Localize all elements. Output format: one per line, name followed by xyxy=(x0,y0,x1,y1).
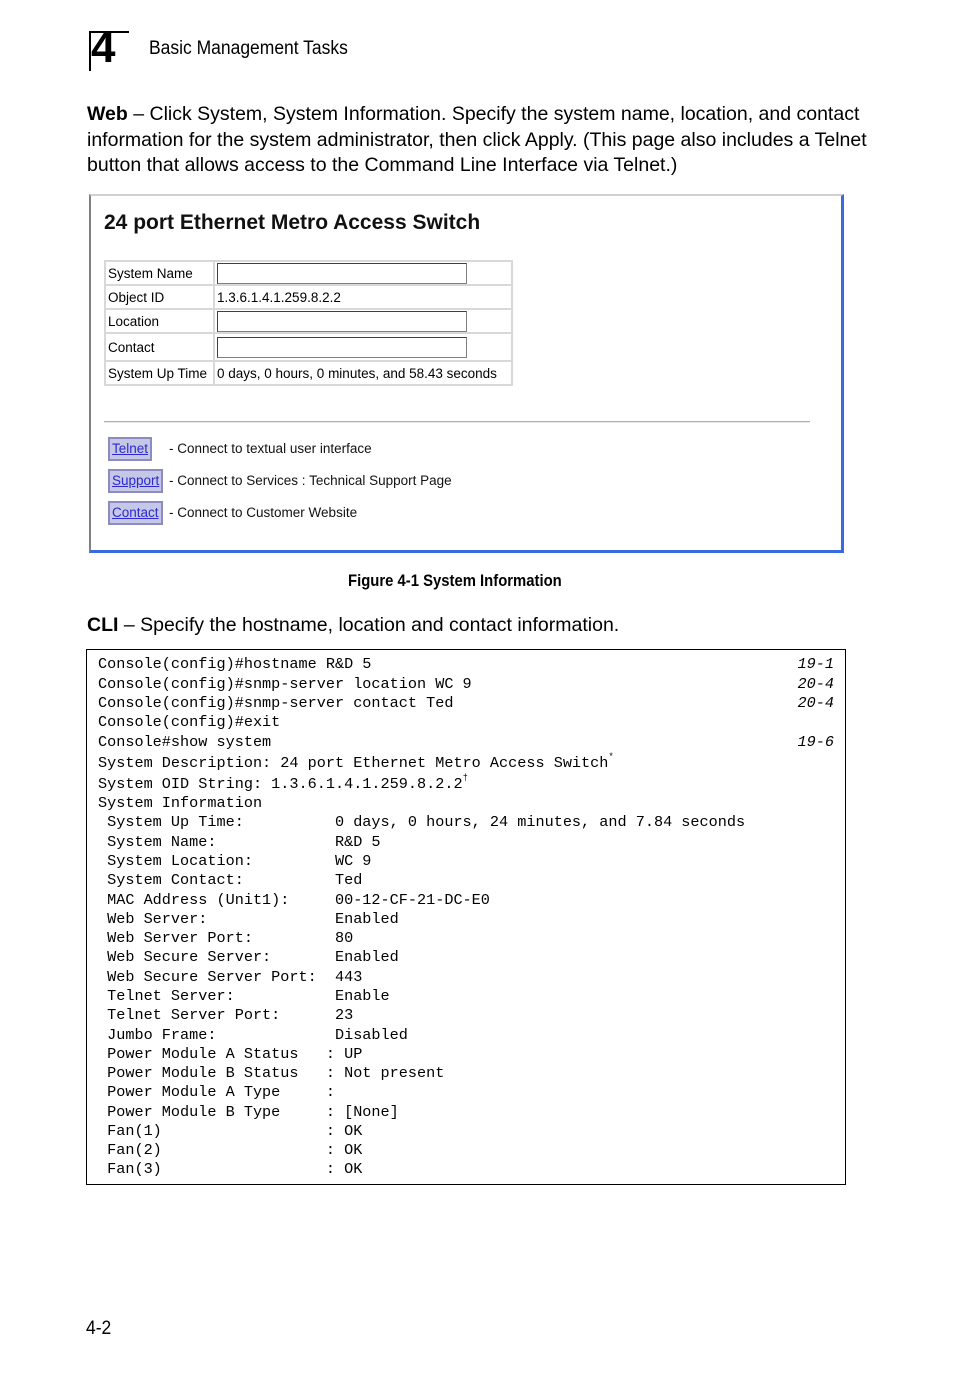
cli-lead: CLI xyxy=(87,614,119,636)
location-label: Location xyxy=(105,309,214,333)
footnote-mark: * xyxy=(608,752,614,762)
code-line: Fan(2) : OK xyxy=(98,1141,363,1159)
code-line: Web Server: Enabled xyxy=(98,910,399,928)
code-line: Fan(1) : OK xyxy=(98,1122,363,1140)
object-id-label: Object ID xyxy=(105,285,214,309)
contact-link-description: - Connect to Customer Website xyxy=(169,505,358,520)
figure-caption: Figure 4-1 System Information xyxy=(348,572,562,590)
command-reference: 20-4 xyxy=(797,675,834,693)
table-row xyxy=(105,361,512,385)
uptime-value: 0 days, 0 hours, 0 minutes, and 58.43 seconds xyxy=(214,361,512,385)
code-line: System Information xyxy=(98,794,263,812)
command-reference: 19-6 xyxy=(797,733,834,751)
code-line: System Contact: Ted xyxy=(98,871,363,889)
code-line: Web Secure Server: Enabled xyxy=(98,948,399,966)
code-line: Console(config)#hostname R&D 5 xyxy=(98,655,372,673)
divider xyxy=(104,421,810,423)
contact-label: Contact xyxy=(105,333,214,361)
system-name-input[interactable] xyxy=(217,263,467,284)
code-line: System Up Time: 0 days, 0 hours, 24 minutes, and 7.84 seconds xyxy=(98,813,746,831)
contact-link-button[interactable]: Contact xyxy=(108,501,163,525)
command-reference: 20-4 xyxy=(797,694,834,712)
code-line: Console(config)#snmp-server contact Ted xyxy=(98,694,454,712)
command-reference: 19-1 xyxy=(797,655,834,673)
code-line: Telnet Server: Enable xyxy=(98,987,390,1005)
table-row xyxy=(105,333,512,361)
code-line: Power Module A Type : xyxy=(98,1083,335,1101)
web-instructions-paragraph xyxy=(87,102,877,179)
code-line: Power Module B Status : Not present xyxy=(98,1064,445,1082)
code-line: Power Module A Status : UP xyxy=(98,1045,363,1063)
code-line: System Location: WC 9 xyxy=(98,852,372,870)
cli-instructions-paragraph xyxy=(87,613,877,639)
switch-page-title: 24 port Ethernet Metro Access Switch xyxy=(104,211,481,234)
code-line: Telnet Server Port: 23 xyxy=(98,1006,354,1024)
code-line: Web Secure Server Port: 443 xyxy=(98,968,363,986)
system-name-label: System Name xyxy=(105,261,214,285)
system-info-table xyxy=(104,260,513,386)
table-row xyxy=(105,261,512,285)
code-line-text: System OID String: 1.3.6.1.4.1.259.8.2.2 xyxy=(98,775,463,793)
code-line: Power Module B Type : [None] xyxy=(98,1103,399,1121)
running-header-title: Basic Management Tasks xyxy=(149,38,348,59)
chapter-number: 4 xyxy=(91,23,116,72)
code-line xyxy=(98,754,614,772)
code-line: System Name: R&D 5 xyxy=(98,833,381,851)
location-input[interactable] xyxy=(217,311,467,332)
code-line: Console(config)#exit xyxy=(98,713,281,731)
table-row xyxy=(105,285,512,309)
code-line: Console#show system xyxy=(98,733,272,751)
telnet-link-button[interactable]: Telnet xyxy=(108,437,152,461)
footnote-mark: † xyxy=(462,773,468,783)
contact-input[interactable] xyxy=(217,337,467,358)
code-line: Jumbo Frame: Disabled xyxy=(98,1026,408,1044)
page-number: 4-2 xyxy=(86,1318,112,1339)
uptime-label: System Up Time xyxy=(105,361,214,385)
code-line-text: System Description: 24 port Ethernet Metro Access Switch xyxy=(98,754,609,772)
web-lead: Web xyxy=(87,103,128,125)
code-line xyxy=(98,775,468,793)
code-line: MAC Address (Unit1): 00-12-CF-21-DC-E0 xyxy=(98,891,490,909)
support-link-description: - Connect to Services : Technical Support Page xyxy=(169,473,452,488)
object-id-value: 1.3.6.1.4.1.259.8.2.2 xyxy=(214,285,512,309)
web-instructions-text: – Click System, System Information. Specify the system name, location, and contact information for the system administrator, then click Apply. (This page also includes a Telnet button that allows access to the Command Line Interface via Telnet.) xyxy=(87,103,867,176)
cli-instructions-text: – Specify the hostname, location and contact information. xyxy=(118,614,620,636)
code-line: Fan(3) : OK xyxy=(98,1160,363,1178)
telnet-link-description: - Connect to textual user interface xyxy=(169,441,372,456)
support-link-button[interactable]: Support xyxy=(108,469,163,493)
code-line: Console(config)#snmp-server location WC 9 xyxy=(98,675,472,693)
code-line: Web Server Port: 80 xyxy=(98,929,354,947)
table-row xyxy=(105,309,512,333)
